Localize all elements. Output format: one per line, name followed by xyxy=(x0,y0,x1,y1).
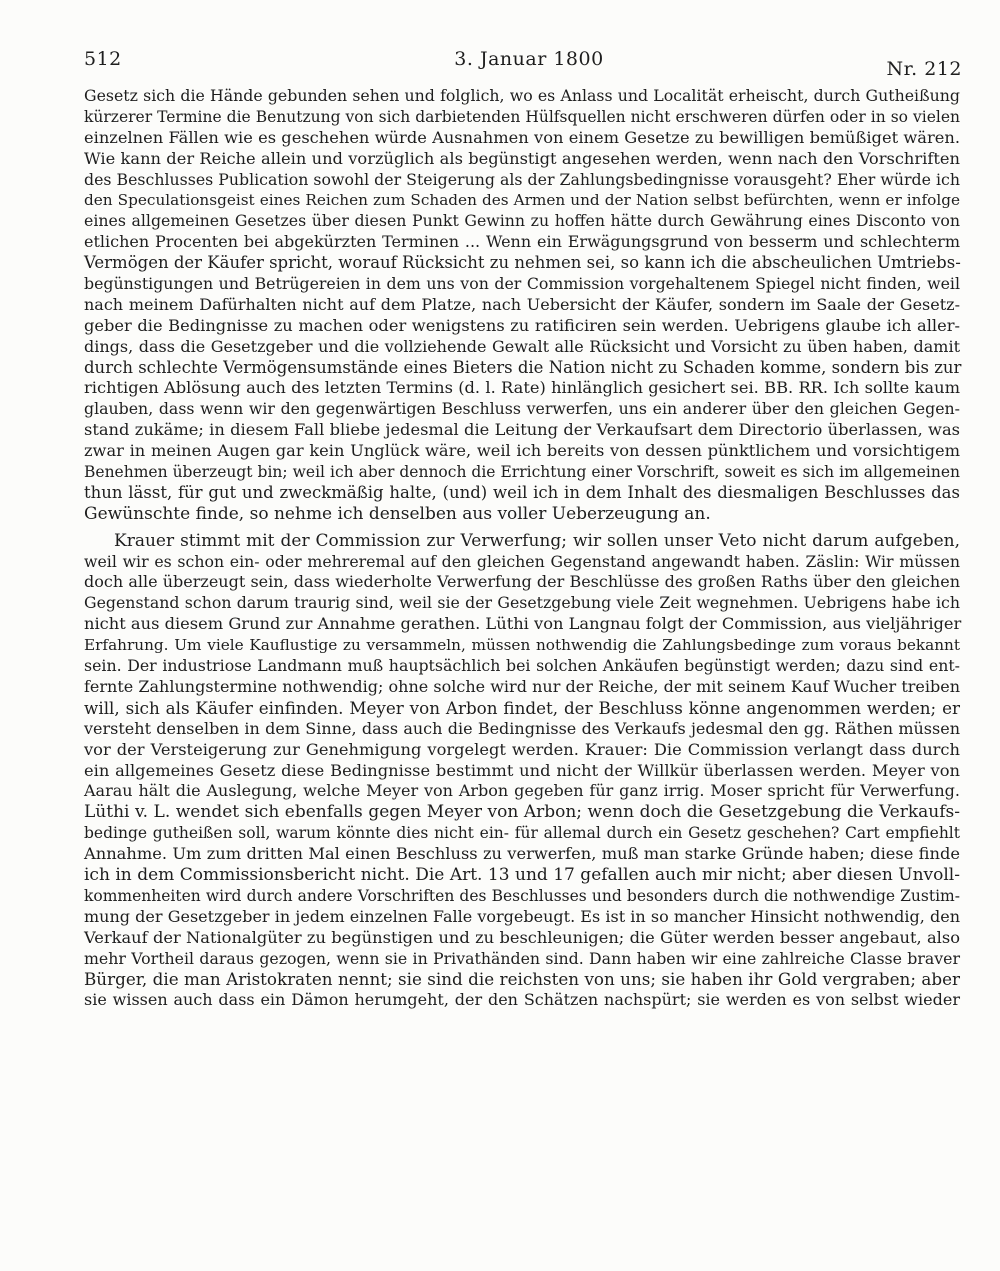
text-line: kürzerer Termine die Benutzung von sich darbietenden Hülfsquellen nicht erschweren dürfen oder in so vielen xyxy=(84,107,960,126)
text-line: Erfahrung. Um viele Kauflustige zu versammeln, müssen nothwendig die Zahlungsbedinge zum voraus bekannt xyxy=(84,636,960,655)
text-line: Gesetz sich die Hände gebunden sehen und folglich, wo es Anlass und Localität erheischt, durch Gutheißung xyxy=(84,86,960,105)
text-line: glauben, dass wenn wir den gegenwärtigen Beschluss verwerfen, uns ein anderer über den gleichen Gegen- xyxy=(84,399,960,419)
text-line: nach meinem Dafürhalten nicht auf dem Platze, nach Uebersicht der Käufer, sondern im Saale der Gesetz- xyxy=(84,294,960,314)
text-line: nicht aus diesem Grund zur Annahme gerathen. Lüthi von Langnau folgt der Commission, aus vieljähriger xyxy=(84,614,962,634)
text-line: mung der Gesetzgeber in jedem einzelnen Falle vorgebeugt. Es ist in so mancher Hinsicht nothwendig, den xyxy=(84,906,960,926)
text-line: fernte Zahlungstermine nothwendig; ohne solche wird nur der Reiche, der mit seinem Kauf Wucher treiben xyxy=(84,676,960,696)
text-line: einzelnen Fällen wie es geschehen würde Ausnahmen von einem Gesetze zu bewilligen bemüßiget wären. xyxy=(84,127,960,147)
text-line: durch schlechte Vermögensumstände eines Bieters die Nation nicht zu Schaden komme, sondern bis zur xyxy=(84,357,962,377)
text-line: versteht denselben in dem Sinne, dass auch die Bedingnisse des Verkaufs jedesmal den gg. Räthen müssen xyxy=(84,718,960,738)
text-line: dings, dass die Gesetzgeber und die vollziehende Gewalt alle Rücksicht und Vorsicht zu üben haben, damit xyxy=(84,336,960,356)
text-line: vor der Versteigerung zur Genehmigung vorgelegt werden. Krauer: Die Commission verlangt dass durch xyxy=(84,739,960,759)
text-line: etlichen Procenten bei abgekürzten Terminen ... Wenn ein Erwägungsgrund von besserm und schlechterm xyxy=(84,232,960,252)
text-line: bedinge gutheißen soll, warum könnte dies nicht ein- für allemal durch ein Gesetz geschehen? Cart empfiehlt xyxy=(84,824,960,843)
text-line: stand zukäme; in diesem Fall bliebe jedesmal die Leitung der Verkaufsart dem Directorio überlassen, was xyxy=(84,420,960,440)
text-line: Annahme. Um zum dritten Mal einen Beschluss zu verwerfen, muß man starke Gründe haben; diese finde xyxy=(84,844,960,864)
text-line: will, sich als Käufer einfinden. Meyer von Arbon findet, der Beschluss könne angenommen werden; er xyxy=(84,697,960,718)
page-header xyxy=(84,44,974,80)
text-line: sein. Der industriose Landmann muß hauptsächlich bei solchen Ankäufen begünstigt werden; dazu sind ent- xyxy=(84,656,960,676)
text-line: Benehmen überzeugt bin; weil ich aber dennoch die Errichtung einer Vorschrift, soweit es sich im allgemeinen xyxy=(84,463,960,482)
body-text xyxy=(84,86,960,1032)
page-number: 512 xyxy=(84,48,122,70)
text-line: begünstigungen und Betrügereien in dem uns von der Commission vorgehaltenem Spiegel nicht finden, weil xyxy=(84,274,960,294)
text-line: Wie kann der Reiche allein und vorzüglich als begünstigt angesehen werden, wenn nach den Vorschriften xyxy=(84,148,960,168)
text-line: ein allgemeines Gesetz diese Bedingnisse bestimmt und nicht der Willkür überlassen werden. Meyer von xyxy=(84,760,960,780)
text-line: ich in dem Commissionsbericht nicht. Die Art. 13 und 17 gefallen auch mir nicht; aber diesen Unvoll- xyxy=(84,864,960,885)
text-line: richtigen Ablösung auch des letzten Termins (d. l. Rate) hinlänglich gesichert sei. BB. RR. Ich sollte kaum xyxy=(84,378,960,398)
text-line: Gegenstand schon darum traurig sind, weil sie der Gesetzgebung viele Zeit wegnehmen. Uebrigens habe ich xyxy=(84,593,960,613)
text-line: weil wir es schon ein- oder mehreremal auf den gleichen Gegenstand angewandt haben. Zäslin: Wir müssen xyxy=(84,551,960,571)
text-line: thun lässt, für gut und zweckmäßig halte, (und) weil ich in dem Inhalt des diesmaligen Beschlusses das xyxy=(84,482,960,502)
text-line: den Speculationsgeist eines Reichen zum Schaden des Armen und der Nation selbst befürchten, wenn er infolge xyxy=(84,191,960,210)
text-line: Bürger, die man Aristokraten nennt; sie sind die reichsten von uns; sie haben ihr Gold vergraben; aber xyxy=(84,969,960,990)
text-line: sie wissen auch dass ein Dämon herumgeht, der den Schätzen nachspürt; sie werden es von selbst wieder xyxy=(84,990,960,1010)
text-line: Lüthi v. L. wendet sich ebenfalls gegen Meyer von Arbon; wenn doch die Gesetzgebung die Verkaufs- xyxy=(84,802,960,823)
text-line xyxy=(84,1011,960,1032)
text-line: eines allgemeinen Gesetzes über diesen Punkt Gewinn zu hoffen hätte durch Gewährung eines Disconto von xyxy=(84,211,960,231)
issue-number: Nr. 212 xyxy=(886,58,962,80)
text-line: Verkauf der Nationalgüter zu begünstigen und zu beschleunigen; die Güter werden besser angebaut, also xyxy=(84,927,960,947)
text-line: geber die Bedingnisse zu machen oder wenigstens zu ratificiren sein werden. Uebrigens glaube ich aller- xyxy=(84,315,960,335)
text-line: Vermögen der Käufer spricht, worauf Rücksicht zu nehmen sei, so kann ich die abscheulichen Umtriebs- xyxy=(84,253,961,273)
text-line: Gewünschte finde, so nehme ich denselben aus voller Ueberzeugung an. xyxy=(84,503,711,524)
text-line: mehr Vortheil daraus gezogen, wenn sie in Privathänden sind. Dann haben wir eine zahlreiche Classe braver xyxy=(84,948,960,968)
text-line: zwar in meinen Augen gar kein Unglück wäre, weil ich bereits von dessen pünktlichem und vorsichtigem xyxy=(84,441,960,461)
text-line: Aarau hält die Auslegung, welche Meyer von Arbon gegeben für ganz irrig. Moser spricht für Verwerfung. xyxy=(84,781,960,801)
text-line: Krauer stimmt mit der Commission zur Verwerfung; wir sollen unser Veto nicht darum aufgeben, xyxy=(114,530,960,551)
page-date: 3. Januar 1800 xyxy=(454,48,604,70)
text-line: des Beschlusses Publication sowohl der Steigerung als der Zahlungsbedingnisse vorausgeht? Eher würde ich xyxy=(84,169,960,189)
text-line: kommenheiten wird durch andere Vorschriften des Beschlusses und besonders durch die nothwendige Zustim- xyxy=(84,886,960,905)
text-line: doch alle überzeugt sein, dass wiederholte Verwerfung der Beschlüsse des großen Raths über den gleichen xyxy=(84,572,960,592)
